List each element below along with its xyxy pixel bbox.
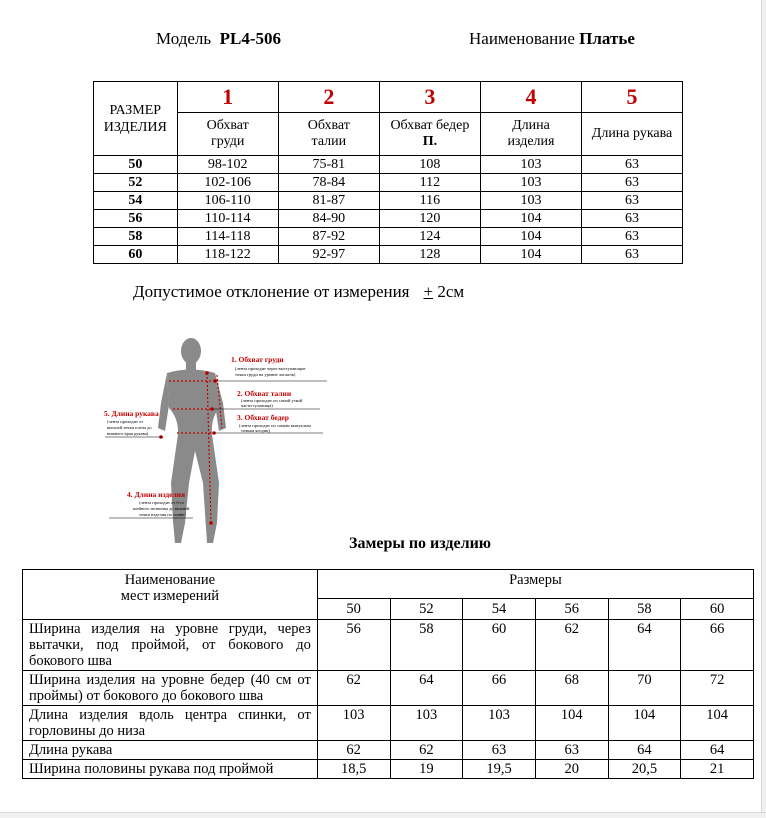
label-sleeve-title: 5. Длина рукава [104, 409, 159, 418]
size-value-cell: 63 [582, 228, 683, 246]
size-value-cell: 103 [480, 174, 581, 192]
label-length-note1: (лента проходит от 6-го [139, 500, 185, 505]
measurements-title: Замеры по изделию [349, 535, 492, 552]
col-header-hips-suffix: П. [422, 134, 438, 149]
tolerance-value: 2см [437, 282, 465, 301]
figure-label-sleeve [104, 409, 159, 436]
figure-label-length [127, 490, 190, 517]
size-value-cell: 63 [582, 210, 683, 228]
size-value-cell: 63 [582, 174, 683, 192]
name-label: Наименование [469, 29, 575, 48]
label-hips-note2: точкам ягодиц) [241, 428, 270, 433]
meas-value-cell: 68 [535, 671, 608, 706]
label-bust-title: 1. Обхват груди [231, 355, 284, 364]
meas-value-cell: 72 [681, 671, 754, 706]
size-row [94, 156, 683, 174]
size-value-cell: 78-84 [278, 174, 379, 192]
meas-row [23, 760, 754, 779]
figure-label-hips [237, 413, 311, 433]
meas-value-cell: 62 [317, 671, 390, 706]
label-sleeve-note3: нижнего края рукава) [107, 431, 149, 436]
size-row [94, 192, 683, 210]
model-value: PL4-506 [219, 29, 282, 48]
col-number-2: 2 [278, 82, 379, 113]
col-header-waist-text: Обхват талии [307, 118, 350, 149]
page-bottom-edge [0, 812, 766, 818]
size-cell: 58 [94, 228, 178, 246]
meas-value-cell: 63 [535, 741, 608, 760]
place-header [23, 570, 318, 620]
sizes-header: Размеры [317, 570, 753, 599]
size-row [94, 174, 683, 192]
size-cell: 56 [94, 210, 178, 228]
meas-value-cell: 104 [535, 706, 608, 741]
meas-value-cell: 70 [608, 671, 681, 706]
meas-size-header: 58 [608, 599, 681, 620]
model-header [156, 29, 281, 49]
meas-value-cell: 104 [681, 706, 754, 741]
place-header-text: Наименование мест измерений [120, 572, 220, 604]
size-value-cell: 63 [582, 156, 683, 174]
label-length-title: 4. Длина изделия [127, 490, 186, 499]
size-value-cell: 106-110 [177, 192, 278, 210]
measurements-table [22, 569, 754, 779]
meas-value-cell: 21 [681, 760, 754, 779]
size-cell: 54 [94, 192, 178, 210]
label-hips-title: 3. Обхват бедер [237, 413, 289, 422]
meas-size-header: 54 [463, 599, 536, 620]
meas-size-header: 50 [317, 599, 390, 620]
label-sleeve-note2: высшей точки плеча до [107, 425, 152, 430]
meas-place-cell: Ширина половины рукава под проймой [23, 760, 318, 779]
size-value-cell: 104 [480, 246, 581, 264]
size-value-cell: 87-92 [278, 228, 379, 246]
meas-size-header: 60 [681, 599, 754, 620]
meas-value-cell: 64 [608, 741, 681, 760]
meas-size-header: 56 [535, 599, 608, 620]
meas-value-cell: 66 [463, 671, 536, 706]
size-value-cell: 63 [582, 246, 683, 264]
size-cell: 50 [94, 156, 178, 174]
size-value-cell: 104 [480, 210, 581, 228]
col-header-sleeve-text: Длина рукава [591, 126, 673, 141]
meas-value-cell: 20,5 [608, 760, 681, 779]
label-bust-note1: (лента проходит через выступающие [235, 366, 306, 371]
figure-label-bust [231, 355, 305, 377]
col-header-hips [379, 113, 480, 156]
size-cell: 52 [94, 174, 178, 192]
size-value-cell: 84-90 [278, 210, 379, 228]
meas-value-cell: 56 [317, 620, 390, 671]
size-value-cell: 120 [379, 210, 480, 228]
col-number-5: 5 [582, 82, 683, 113]
meas-row [23, 671, 754, 706]
meas-value-cell: 62 [390, 741, 463, 760]
meas-value-cell: 104 [608, 706, 681, 741]
name-header [469, 29, 635, 49]
col-header-bust-text: Обхват груди [206, 118, 249, 149]
meas-place-cell: Ширина изделия на уровне бедер (40 см от проймы) от бокового до бокового шва [23, 671, 318, 706]
meas-row [23, 706, 754, 741]
meas-value-cell: 66 [681, 620, 754, 671]
size-value-cell: 108 [379, 156, 480, 174]
size-value-cell: 110-114 [177, 210, 278, 228]
size-value-cell: 112 [379, 174, 480, 192]
meas-value-cell: 103 [390, 706, 463, 741]
col-header-sleeve [582, 113, 683, 156]
size-value-cell: 124 [379, 228, 480, 246]
meas-value-cell: 18,5 [317, 760, 390, 779]
label-waist-title: 2. Обхват талии [237, 389, 292, 398]
size-table [93, 81, 683, 264]
col-number-4: 4 [480, 82, 581, 113]
col-header-length [480, 113, 581, 156]
size-cell: 60 [94, 246, 178, 264]
meas-value-cell: 19 [390, 760, 463, 779]
meas-value-cell: 63 [463, 741, 536, 760]
size-corner-header: РАЗМЕР ИЗДЕЛИЯ [94, 82, 178, 156]
meas-size-header: 52 [390, 599, 463, 620]
meas-value-cell: 64 [390, 671, 463, 706]
label-sleeve-note1: (лента проходит от [107, 419, 144, 424]
col-number-1: 1 [177, 82, 278, 113]
label-waist-note1: (лента проходит по самой узкой [241, 398, 303, 403]
meas-value-cell: 19,5 [463, 760, 536, 779]
meas-row [23, 741, 754, 760]
meas-value-cell: 60 [463, 620, 536, 671]
size-value-cell: 114-118 [177, 228, 278, 246]
size-value-cell: 98-102 [177, 156, 278, 174]
size-value-cell: 128 [379, 246, 480, 264]
meas-value-cell: 62 [317, 741, 390, 760]
tolerance-note [133, 282, 464, 302]
size-value-cell: 103 [480, 192, 581, 210]
meas-value-cell: 20 [535, 760, 608, 779]
tolerance-sign: + [423, 282, 434, 301]
label-length-note3: точки изделия по спине) [139, 512, 186, 517]
page-right-edge [761, 0, 766, 817]
meas-value-cell: 103 [317, 706, 390, 741]
name-value: Платье [579, 29, 635, 48]
meas-value-cell: 64 [681, 741, 754, 760]
meas-place-cell: Длина изделия вдоль центра спинки, от горловины до низа [23, 706, 318, 741]
col-header-bust [177, 113, 278, 156]
size-value-cell: 104 [480, 228, 581, 246]
label-hips-note1: (лента проходит по самым выпуклым [239, 423, 311, 428]
meas-place-cell: Ширина изделия на уровне груди, через вытачки, под проймой, от бокового до бокового шва [23, 620, 318, 671]
size-value-cell: 63 [582, 192, 683, 210]
size-row [94, 210, 683, 228]
size-value-cell: 75-81 [278, 156, 379, 174]
meas-value-cell: 62 [535, 620, 608, 671]
size-row [94, 246, 683, 264]
model-label: Модель [156, 29, 212, 48]
size-value-cell: 103 [480, 156, 581, 174]
label-bust-note2: точки груди на уровне лопаток) [235, 372, 296, 377]
size-value-cell: 116 [379, 192, 480, 210]
label-waist-note2: части туловища) [241, 403, 273, 408]
size-value-cell: 118-122 [177, 246, 278, 264]
size-row [94, 228, 683, 246]
col-header-waist [278, 113, 379, 156]
meas-place-cell: Длина рукава [23, 741, 318, 760]
meas-value-cell: 64 [608, 620, 681, 671]
meas-value-cell: 103 [463, 706, 536, 741]
col-header-length-text: Длина изделия [507, 118, 555, 149]
figure-label-waist [237, 389, 303, 408]
col-header-hips-text: Обхват бедер [390, 118, 470, 133]
size-value-cell: 81-87 [278, 192, 379, 210]
meas-value-cell: 58 [390, 620, 463, 671]
tolerance-text: Допустимое отклонение от измерения [133, 282, 410, 301]
measurement-figure [95, 333, 335, 553]
size-value-cell: 102-106 [177, 174, 278, 192]
label-length-note2: шейного позвонка до нижней [133, 506, 190, 511]
meas-row [23, 620, 754, 671]
size-value-cell: 92-97 [278, 246, 379, 264]
col-number-3: 3 [379, 82, 480, 113]
